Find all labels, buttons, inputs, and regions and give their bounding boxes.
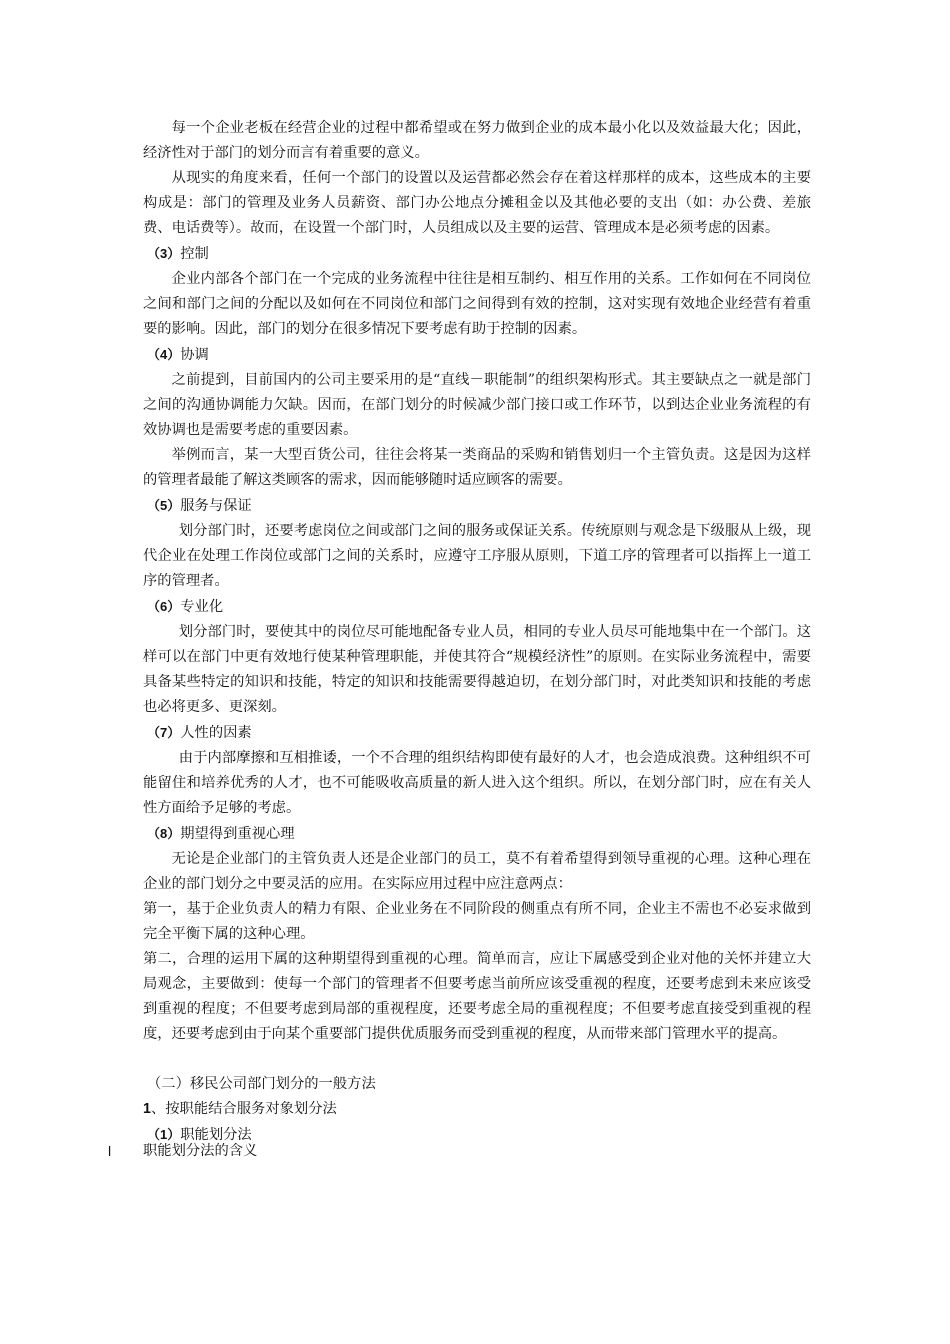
heading-number: （3） — [147, 246, 181, 261]
heading-number: （1） — [147, 1127, 181, 1142]
heading-number: （4） — [147, 347, 181, 362]
heading-text: 人性的因素 — [180, 725, 252, 741]
heading-coordination — [143, 342, 811, 368]
paragraph-example: 举例而言，某一大型百货公司，往往会将某一类商品的采购和销售划归一个主管负责。这是因为这样的管理者最能了解这类顾客的需求，因而能够随时适应顾客的需要。 — [143, 447, 811, 488]
blank-line — [143, 1047, 811, 1072]
paragraph-point-one: 第一，基于企业负责人的精力有限、企业业务在不同阶段的侧重点有所不同，企业主不需也不必妄求做到完全平衡下属的这种心理。 — [143, 901, 811, 942]
paragraph-recognition: 无论是企业部门的主管负责人还是企业部门的员工，莫不有着希望得到领导重视的心理。这种心理在企业的部门划分之中要灵活的应用。在实际应用过程中应注意两点： — [143, 851, 811, 892]
heading-control — [143, 241, 811, 267]
heading-text: 专业化 — [180, 599, 224, 615]
paragraph-human-factor: 由于内部摩擦和互相推诿，一个不合理的组织结构即使有最好的人才，也会造成浪费。这种组织不可能留住和培养优秀的人才，也不可能吸收高质量的新人进入这个组织。所以，在划分部门时，应在有关人性方面给予足够的考虑。 — [143, 750, 811, 816]
heading-text: 期望得到重视心理 — [180, 826, 295, 842]
heading-number: （6） — [147, 599, 181, 614]
heading-recognition — [143, 821, 811, 847]
heading-text: 服务与保证 — [180, 498, 252, 514]
paragraph-coordination: 之前提到，目前国内的公司主要采用的是“直线－职能制”的组织架构形式。其主要缺点之一就是部门之间的沟通协调能力欠缺。因而，在部门划分的时候减少部门接口或工作环节，以到达企业业务流程的有效协调也是需要考虑的重要因素。 — [143, 372, 811, 438]
paragraph-control: 企业内部各个部门在一个完成的业务流程中往往是相互制约、相互作用的关系。工作如何在不同岗位之间和部门之间的分配以及如何在不同岗位和部门之间得到有效的控制，这对实现有效地企业经营有着重要的影响。因此，部门的划分在很多情况下要考虑有助于控制的因素。 — [143, 271, 811, 337]
section-title: （二）移民公司部门划分的一般方法 — [147, 1076, 376, 1092]
heading-number: （8） — [147, 826, 181, 841]
heading-text: 控制 — [180, 246, 209, 262]
bullet-text: 职能划分法的含义 — [143, 1143, 258, 1159]
heading-human-factor — [143, 720, 811, 746]
method-title — [143, 1097, 811, 1122]
heading-specialization — [143, 594, 811, 620]
heading-text: 职能划分法 — [180, 1127, 252, 1143]
bullet-mark: l — [108, 1143, 112, 1159]
paragraph-economy: 每一个企业老板在经营企业的过程中都希望或在努力做到企业的成本最小化以及效益最大化；因此，经济性对于部门的划分而言有着重要的意义。 — [143, 120, 811, 161]
heading-text: 协调 — [180, 347, 209, 363]
paragraph-cost-composition: 从现实的角度来看，任何一个部门的设置以及运营都必然会存在着这样那样的成本，这些成本的主要构成是：部门的管理及业务人员薪资、部门办公地点分摊租金以及其他必要的支出（如：办公费、差旅费、电话费等）。故而，在设置一个部门时，人员组成以及主要的运营、管理成本是必须考虑的因素。 — [143, 170, 811, 236]
paragraph-specialization: 划分部门时，要使其中的岗位尽可能地配备专业人员，相同的专业人员尽可能地集中在一个部门。这样可以在部门中更有效地行使某种管理职能，并使其符合“规模经济性”的原则。在实际业务流程中，需要具备某些特定的知识和技能，特定的知识和技能需要得越迫切，在划分部门时，对此类知识和技能的考虑也必将更多、更深刻。 — [143, 624, 811, 715]
method-text: 、按职能结合服务对象划分法 — [150, 1101, 337, 1117]
method-number: 1 — [143, 1101, 151, 1117]
heading-service — [143, 493, 811, 519]
heading-number: （5） — [147, 498, 181, 513]
paragraph-service: 划分部门时，还要考虑岗位之间或部门之间的服务或保证关系。传统原则与观念是下级服从上级，现代企业在处理工作岗位或部门之间的关系时，应遵守工序服从原则，下道工序的管理者可以指挥上一道工序的管理者。 — [143, 523, 811, 589]
paragraph-point-two: 第二，合理的运用下属的这种期望得到重视的心理。简单而言，应让下属感受到企业对他的关怀并建立大局观念，主要做到：使每一个部门的管理者不但要考虑当前所应该受重视的程度，还要考虑到未来应该受到重视的程度；不但要考虑到局部的重视程度，还要考虑全局的重视程度；不但要考虑直接受到重视的程度，还要考虑到由于向某个重要部门提供优质服务而受到重视的程度，从而带来部门管理水平的提高。 — [143, 951, 811, 1042]
document-body — [143, 116, 811, 1148]
heading-number: （7） — [147, 725, 181, 740]
